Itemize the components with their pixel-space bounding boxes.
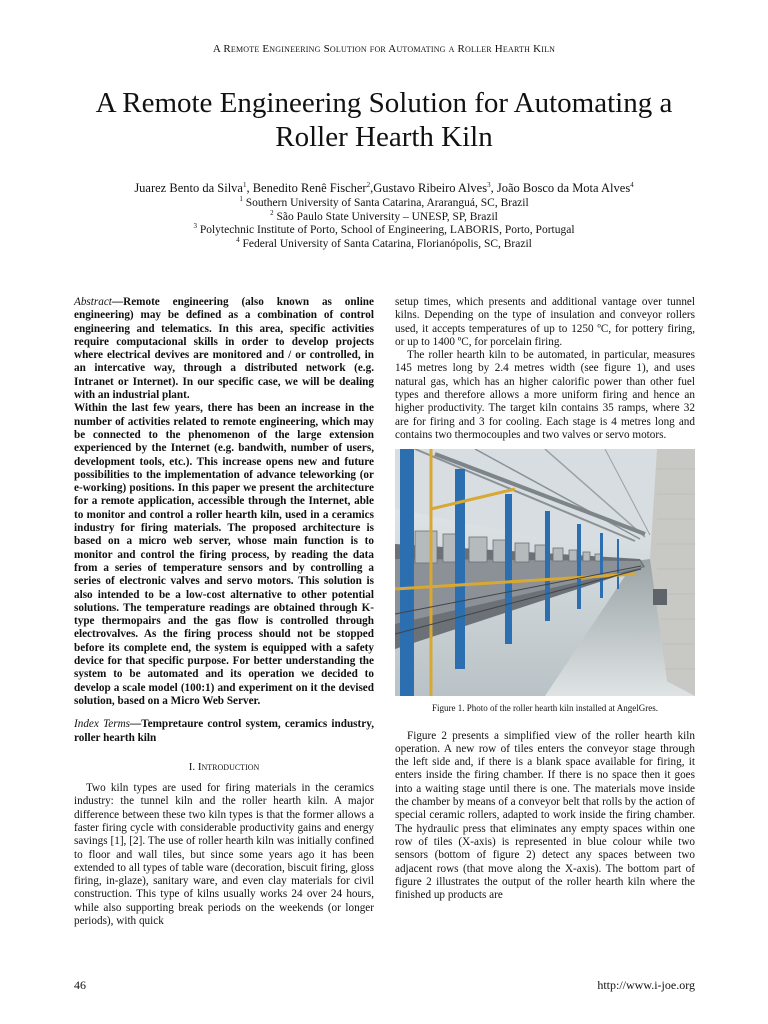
body-paragraph: The roller hearth kiln to be automated, in particular, measures 145 metres long by 2.4 metres width (see figure 1), and uses natural gas, which has an higher calorific power than other fuel types and therefore allows a more uniform firing and hence an higher productivity. The target kiln contains 35 ramps, where 32 are for firing and 3 for cooling. Each stage is 4 metres long and contains two thermocouples and two valves or servo motors. (395, 349, 695, 441)
affil-mark: 2 (270, 208, 274, 217)
section-heading: I. Introduction (188, 760, 260, 773)
kiln-photo-illustration (395, 449, 695, 696)
body-paragraph: Figure 2 presents a simplified view of the roller hearth kiln operation. A new row of tiles enters the conveyor stage through the left side and, if there is a blank space available for firing, it enters inside the firing chamber. If there is no space then it goes into a waiting stage until there is one. The materials move inside the chamber by means of a conveyor belt that rolls by the action of special ceramic rollers, adapted to work inside the firing chamber. The hydraulic press that eliminates any empty spaces within one row of tiles (X-axis) is represented in blue colour while two sensors (bottom of figure 2) detect any spaces between two adjacent rows (that move along the X-axis). The bottom part of figure 2 illustrates the output of the roller hearth kiln where the finished up products are (395, 729, 695, 902)
author-list (40, 181, 728, 196)
affil-text: São Paulo State University – UNESP, SP, Brazil (273, 210, 498, 223)
author-affil-mark: 4 (630, 181, 634, 189)
author-affil-mark: 1 (242, 181, 247, 189)
affiliation-list (40, 197, 728, 251)
affiliation (40, 197, 728, 211)
affil-mark: 4 (236, 235, 240, 244)
figure-caption: Figure 1. Photo of the roller hearth kiln installed at AngelGres. (432, 703, 658, 714)
author-separator: , (370, 181, 374, 195)
left-column (74, 296, 374, 928)
author-name: Benedito Renê Fischer (252, 181, 367, 195)
page-number: 46 (74, 978, 86, 992)
footer-url: http://www.i-joe.org (597, 978, 695, 992)
abstract-label: Abstract (74, 296, 112, 308)
index-terms-dash: — (130, 718, 142, 731)
author-name: Gustavo Ribeiro Alves (373, 181, 488, 195)
affil-mark: 3 (193, 222, 197, 230)
author-name: João Bosco da Mota Alves (496, 181, 631, 195)
abstract-paragraph-2: Within the last few years, there has been an increase in the number of activities related to remote engineering, which may be connected to the phenomenon of the large extension experienced by the Internet (e.g. bandwith, number of users, development tools, etc.). This increase opens new and future possibilities to the implementation of advance teleworking (or e-working) positions. In this paper we present the architecture for a remote application, accessible through the Internet, able to monitor and control a roller hearth kiln, used in a ceramics industry for firing materials. The proposed architecture is based on a micro web server, whose main function is to monitor and control the firing process, by reading the data from a series of temperature sensors and by controlling a series of electronic valves and servo motors. This solution is also intended to be a low-cost alternative to other potential solutions. The temperature readings are obtained through K-type thermopairs and the gas flow is controlled through electrovalves. As the firing process should not be stopped before its complete end, the system is equipped with a safety device for that specific purpose. For better understanding the system to be automated and its operation we decided to develop a scale model (100:1) and experiment on it the devised solution, based on a Micro Web Server. (74, 402, 374, 707)
affil-text: Federal University of Santa Catarina, Florianópolis, SC, Brazil (239, 237, 532, 250)
affiliation (40, 235, 728, 252)
affil-text: Southern University of Santa Catarina, Araranguá, SC, Brazil (242, 197, 529, 209)
kiln-photo (395, 449, 695, 696)
affiliation (40, 208, 728, 225)
running-head: A Remote Engineering Solution for Automating a Roller Hearth Kiln (212, 43, 556, 55)
author-affil-mark: 2 (366, 181, 371, 189)
author-name: Juarez Bento da Silva (134, 181, 243, 195)
index-terms (74, 718, 374, 745)
affiliation (40, 224, 728, 238)
author-affil-mark: 3 (487, 181, 491, 189)
abstract-text: Remote engineering (also known as online engineering) may be defined as a combination of control engineering and telematics. In this area, specific activities require computacional skills in order to develop projects where electrical devives are monitored and / or controlled, in an intercative way, through a distributed network (e.g. Intranet or Internet). In our specific case, we will be dealing with an industrial plant. (74, 296, 374, 402)
paper-title: A Remote Engineering Solution for Automating a Roller Hearth Kiln (95, 87, 673, 153)
author-separator: , (490, 181, 497, 195)
intro-paragraph: Two kiln types are used for firing materials in the ceramics industry: the tunnel kiln and the roller hearth kiln. A major difference between these two kiln types is that the former allows a faster firing cycle with considerable productivity gains and energy savings [1], [2]. The use of roller hearth kiln was initially confined to floor and wall tiles, but since some years ago it has been extended to all types of table ware (decoration, biscuit firing, gloss firing, in-glaze), sanitary ware, and even clay materials for civil construction. This type of kilns usually works 24 over 24 hours, while also supporting break periods on the weekends (or longer periods), with quick (74, 782, 374, 928)
abstract-paragraph (74, 296, 374, 402)
right-column (395, 296, 695, 902)
author-separator: , (246, 181, 253, 195)
index-terms-label: Index Terms (74, 718, 131, 731)
affil-text: Polytechnic Institute of Porto, School of Engineering, LABORIS, Porto, Portugal (196, 224, 575, 236)
affil-mark: 1 (239, 195, 243, 203)
index-terms-text: Tempretaure control system, ceramics industry, roller hearth kiln (74, 718, 374, 744)
body-paragraph: setup times, which presents and additional vantage over tunnel kilns. Depending on the type of insulation and conveyor rollers used, it accepts temperatures of up to 1250 ºC, for pottery firing, or up to 1400 ºC, for porcelain firing. (395, 296, 695, 348)
abstract-dash: — (111, 296, 124, 308)
